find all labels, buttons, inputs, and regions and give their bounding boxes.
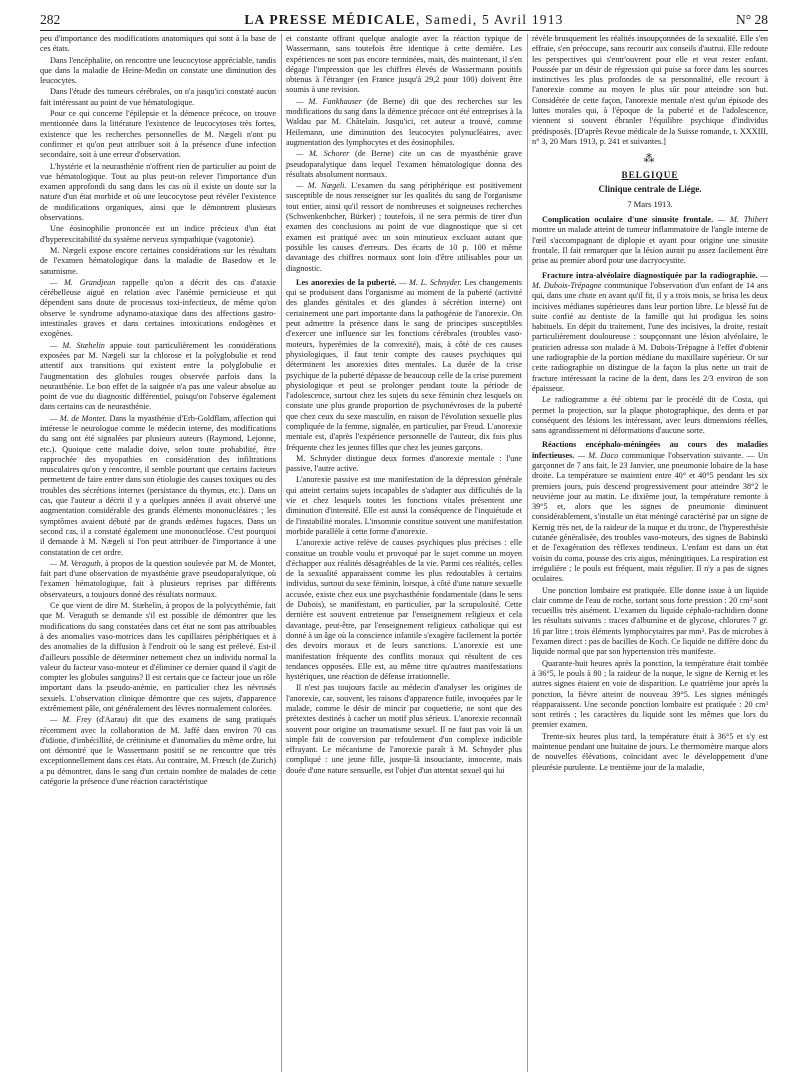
- column-rule: [281, 34, 282, 1072]
- paragraph: [532, 440, 768, 584]
- journal-page: [40, 10, 768, 1072]
- paragraph: [40, 559, 276, 600]
- paragraph-text: L'examen du sang périphérique est positivement susceptible de nous renseigner sur les qualités du sang de l'organisme tout entier, ainsi qu'il ressort de nombreuses et soigneuses recherches (Schwenkenbcher, Bürker) ; toutefois, il ne sera permis de tirer d'un examen des conclusions au point de vue diagnostique que si cet examen est pratiqué avec un soin minutieux excluant autant que possible les causes d'erreurs. Des écarts de 10 p. 100 et même davantage des chiffres normaux sont loin d'être utilisables pour un diagnostic.: [286, 181, 522, 273]
- paragraph: [286, 149, 522, 180]
- paragraph-text: communique l'observation d'un enfant de 14 ans qui, dans une chute en avant qu'il fit, il y a trois mois, se brisa les deux incisives médianes supérieures dans leur portion libre. Le blessé fut de suite confié au dentiste de la famille qui lui prodigua les soins habituels. En dépit du traitement, l'une des incisives, la droite, restait particulièrement douloureuse : soupçonnant une lésion alvéolaire, le praticien adressa son malade à M. Dubois-Trépagne à l'effet d'obtenir une radiographie de la portion médiane du maxillaire supérieur. Or sur cette radiographie on distingue de la façon la plus nette un trait de fracture intéressant la racine de la dent, dans les 2/3 environ de son épaisseur.: [532, 280, 768, 393]
- article-title: Les anorexies de la puberté.: [296, 277, 397, 287]
- paragraph: Dans l'étude des tumeurs cérébrales, on n'a jusqu'ici constaté aucun fait intéressant au point de vue hématologique.: [40, 87, 276, 107]
- article-title: Complication oculaire d'une sinusite frontale.: [542, 215, 714, 225]
- article-title: Réactions encéphalo-méningées au cours des maladies infectieuses.: [532, 440, 768, 460]
- issue-number: N° 28: [735, 12, 768, 27]
- paragraph-text: montre un malade atteint de tumeur inflammatoire de l'angle interne de l'œil s'accompagnant de diplopie et ayant pour origine une sinusite frontale. Il fait remarquer que la lésion aurait pu assez facilement être prise au premier abord pour une dacryocystite.: [532, 225, 768, 266]
- issue-date: Samedi, 5 Avril 1913: [425, 12, 564, 27]
- journal-title: LA PRESSE MÉDICALE: [244, 12, 416, 27]
- paragraph-text: (de Berne) cite un cas de myasthénie grave pseudoparalytique dans lequel l'examen hématologique donna des résultats absolument normaux.: [286, 149, 522, 179]
- article-title: Fracture intra-alvéolaire diagnostiquée par la radiographie.: [542, 270, 758, 280]
- paragraph: [40, 715, 276, 787]
- column-rule: [527, 34, 528, 1072]
- paragraph: L'anorexie active relève de causes psychiques plus précises : elle constitue un trouble voulu et provoqué par le sujet comme un moyen d'échapper aux réalités désagréables de la vie. Parmi ces réalités, celles de la sexualité apparaissent comme les plus redoutables à certains individus, surtout du sexe féminin, lorsque, à côté d'une nature sexuelle accusée, existe chez eux une psychasthénie fondamentale (dans le sens de Dubois), se manifestant, en particulier, par la scrupulosité. Cette dernière est souvent entretenue par l'enseignement religieux et cela davantage, peut-être, par l'enseignement religieux catholique qui est donné à un âge où la conscience infantile s'exagère facilement la portée des devoirs moraux et de leurs sanctions. L'anorexie est une manifestation fréquente des conflits moraux qui résultent de ces tendances opposées. Elle est, au même titre qu'autres manifestations hystériques, une réaction de défense irrationnelle.: [286, 538, 522, 682]
- speaker-name: — M. Veraguth,: [50, 558, 103, 568]
- speaker-name: — M. Frey: [50, 715, 92, 725]
- society-name: Clinique centrale de Liége.: [598, 183, 702, 194]
- speaker-name: — M. Nægeli.: [296, 181, 347, 191]
- paragraph: L'hystérie et la neurasthénie n'offrent rien de particulier au point de vue hématologique. Tout au plus peut-on relever l'importance d'un examen approfondi du sang dans les cas où il existe un doute sur la nature d'un état morbide et où une leucocytose peut révéler l'existence de modifications organiques, ainsi que le démontrent plusieurs observations.: [40, 161, 276, 223]
- paragraph: L'anorexie passive est une manifestation de la dépression générale qui atteint certains sujets incapables de s'adapter aux difficultés de la vie et chez lesquels toutes les fonctions vitales présentent une diminution d'intensité. Elle est aussi la conséquence de l'inquiétude et de l'instabilité morales. L'insomnie constitue souvent une manifestation morbide parallèle à cette forme d'anorexie.: [286, 475, 522, 536]
- paragraph: M. Schnyder distingue deux formes d'anorexie mentale : l'une passive, l'autre active.: [286, 453, 522, 474]
- paragraph-text: rappelle qu'on a décrit des cas d'ataxie cérébelleuse aiguë en relation avec l'anémie pernicieuse et qui dépendent sans doute de processus toxi-infectieux, de même qu'on observe le syndrome adynamo-ataxique dans des affections gastro-intestinales graves et dans certaines intoxications endogènes et exogènes.: [40, 277, 276, 339]
- paragraph: révèle brusquement les réalités insoupçonnées de la sexualité. Elle s'en effraie, s'en préoccupe, sans recourir aux conseils d'autrui. Elle redoute les perspectives qui s'entr'ouvrent pour elle et veut rester enfant. Poussée par un désir de régression qui puise sa force dans les sources instinctives les plus profondes de sa personnalité, elle recourt à l'anorexie comme au moyen le plus sûr pour atteindre son but. Considérée de cette façon, l'anorexie mentale n'est qu'un épisode des luttes morales qui, à l'époque de la puberté et de l'adolescence, viennent si souvent ébranler l'équilibre psychique d'individus prédisposés. [D'après Revue médicale de la Suisse romande, t. XXXIII, n° 3, 20 Mars 1913, p. 241 et suivantes.]: [532, 34, 768, 146]
- paragraph: [40, 341, 276, 413]
- paragraph: Une ponction lombaire est pratiquée. Elle donne issue à un liquide clair comme de l'eau de roche, sortant sous forte pression : 20 cm³ sont recueillis très aisément. L'examen du liquide céphalo-rachidien donne les résultats suivants : traces d'albumine et de glycose, chlorures 7 gr. 16 par litre ; trois éléments lymphocytaires par mm³. Pas de microbes à l'examen direct : pas de bacilles de Koch. Ce liquide ne diffère donc du liquide normal que par son hypertension très manifeste.: [532, 585, 768, 657]
- text-columns: [40, 34, 768, 1072]
- speaker-name: — M. Thibert: [713, 215, 768, 225]
- paragraph: [532, 271, 768, 395]
- speaker-name: — M. Grandjean: [50, 277, 116, 287]
- speaker-name: — M. L. Schnyder.: [396, 277, 462, 287]
- session-date: 7 Mars 1913.: [627, 198, 673, 209]
- paragraph: M. Nægeli expose encore certaines considérations sur les résultats de l'examen hématologique dans la maladie de Basedow et le saturnisme.: [40, 245, 276, 276]
- paragraph-text: appuie tout particulièrement les considérations exposées par M. Nægeli sur la chlorose et la polyglobulie et rend attentif aux transitions qui existent entre la polyglobulie et l'augmentation des globules rouges observée parfois dans la neurasthénie. Le bon effet de la saignée n'a pas une valeur absolue au point de vue du diagnostic différentiel, puisqu'on l'observe également dans certains cas de neurasthénie.: [40, 340, 276, 412]
- paragraph: et constante offrant quelque analogie avec la réaction typique de Wassermann, sans toutefois être identique à cette dernière. Les expériences ne sont pas encore terminées, mais, dès maintenant, il s'en dégage l'impression que les chiffres élevés de Wassermann positifs obtenus à l'étranger (en France jusqu'à 29,2 pour 100) doivent être soumis à une revision.: [286, 34, 522, 95]
- speaker-name: — M. Dubois-Trépagne: [532, 270, 768, 290]
- paragraph-text: communique l'observation suivante. — Un garçonnet de 7 ans fait, le 23 Janvier, une pneumonie lobaire de la base droite. La température se maintient entre 40° et 40°5 pendant les six premiers jours, puis descend progressivement pour atteindre 38°2 le neuvième jour au matin. Le dixième jour, la température remonte à 39°5 et, alors que les signes de pneumonie diminuent considérablement, s'installe un état méningé caractérisé par un signe de Kernig très net, de la raideur de la nuque et du tronc, de l'hyperesthésie cutanée généralisée, des troubles vaso-moteurs, des signes de Babinski et de l'exagération des réflexes tendineux. L'enfant est dans un état voisin du coma, pousse des cris aigus, méningitiques. La respiration est irrégulière ; le pouls est fréquent, mais régulier. Il n'y a pas de signes oculaires.: [532, 450, 768, 584]
- page-header: [40, 10, 768, 31]
- paragraph: peu d'importance des modifications anatomiques qui sont à la base de ces états.: [40, 34, 276, 54]
- speaker-name: — M. Schorer: [296, 149, 350, 159]
- column-left: [40, 34, 276, 1072]
- paragraph: [286, 97, 522, 148]
- paragraph: [40, 414, 276, 558]
- paragraph: [532, 215, 768, 266]
- column-right: [532, 34, 768, 1072]
- paragraph: [40, 278, 276, 340]
- paragraph-text: Les changements qui se produisent dans l'organisme au moment de la puberté (activité des glandes génitales et des glandes à sécrétion interne) ont certainement une part importante dans la pathogénie de l'anorexie. On peut admettre la présence dans le sang de principes susceptibles d'exercer une influence sur les fonctions cérébrales (troubles vaso-moteurs, hyperémies de la convexité), mais, à côté de ces causes physiologiques, il faut tenir compte des causes psychiques qui déterminent les anorexies dites mentales. La durée de la crise psychique de la puberté dépasse de beaucoup celle de la crise purement physiologique et peut se prolonger pendant toute la période de l'adolescence, surtout chez les sujets du sexe féminin chez lesquels on constate une plus grande proportion de psychonévroses de la puberté que chez ceux du sexe masculin, en raison de l'évolution sexuelle plus compliquée de la femme, signalée, en particulier, par Freud. L'anorexie mentale est, d'après l'expérience personnelle de l'auteur, dix fois plus fréquente chez les jeunes filles que chez les jeunes garçons.: [286, 277, 522, 452]
- speaker-name: — M. Daco: [574, 450, 619, 460]
- speaker-name: — M. de Montet.: [50, 413, 107, 423]
- paragraph: Quarante-huit heures après la ponction, la température était tombée à 36°5, le pouls à 80 ; la raideur de la nuque, le signe de Kernig et les autres signes étaient en voie de disparition. Le quatrième jour après la ponction, la fièvre atteint de nouveau 39°5. Les signes méningés réapparaissent. Une seconde ponction lombaire est pratiquée : 20 cm³ sont retirés ; les caractères du liquide sont les mêmes que lors du premier examen.: [532, 658, 768, 730]
- paragraph: Dans l'encéphalite, on rencontre une leucocytose appréciable, tandis que dans la maladie de Heine-Medin on constate une diminution des leucocytes.: [40, 55, 276, 86]
- section-heading: BELGIQUE: [621, 170, 679, 181]
- paragraph: Trente-six heures plus tard, la température était à 36°5 et s'y est maintenue pendant une huitaine de jours. Le thermomètre marque alors de nouvelles élévations, coïncidant avec le développement d'une pleurésie purulente. Le trentième jour de la maladie,: [532, 731, 768, 772]
- column-middle: [286, 34, 522, 1072]
- paragraph: [286, 278, 522, 453]
- speaker-name: — M. Fankhauser: [296, 96, 362, 106]
- page-number: 282: [40, 12, 61, 27]
- paragraph-text: Dans la myasthénie d'Erb-Goldflam, affection qui intéresse le neurologue comme le médecin interne, des modifications du sang ont été signalées par plusieurs auteurs (Raymond, Lejonne, etc.). Quoique cette maladie doive, selon toute probabilité, être rapprochée des myopathies en considération des infiltrations musculaires qu'on y rencontre, il semble pourtant que certains facteurs permettent de faire entrer dans son étiologie des causes toxiques ou des troubles des sécrétions internes (persistance du thymus, etc.). Dans un cas, que l'auteur a décrit il y a quelques années il avait observé une augmentation considérable des grands éléments mononucléaires ; les symptômes avaient débuté par de grands œdèmes fugaces. Dans un second cas, il a constaté également une mononucléose. C'est pourquoi il demande à M. Nægeli si l'on peut attribuer de l'importance à une constatation de cet ordre.: [40, 413, 276, 557]
- running-title: LA PRESSE MÉDICALE, Samedi, 5 Avril 1913: [244, 12, 564, 27]
- asterism-ornament: ⁂: [643, 153, 657, 166]
- paragraph: [286, 181, 522, 274]
- paragraph: Il n'est pas toujours facile au médecin d'analyser les origines de l'anorexie, car, souvent, les raisons d'apparence futile, invoquées par le malade, comme le désir de mincir par coquetterie, ne sont que des prétextes destinés à cacher un motif plus sérieux. L'anorexie reconnaît souvent pour origine un traumatisme sexuel. Il ne faut pas voir là un simple fait de conversion par refoulement d'un complexe indicible effrayant. Le mécanisme de l'anorexie paraît à M. Schnyder plus compliqué : une jeune fille, jusque-là insouciante, innocente, mais douée d'une nature sensuelle, est l'objet d'un attentat sexuel qui lui: [286, 683, 522, 775]
- paragraph: Pour ce qui concerne l'épilepsie et la démence précoce, on trouve mentionnée dans la littérature l'existence de leucocytoses très fortes, existence que les recherches personnelles de M. Nægeli n'ont pu confirmer et qu'on peut attribuer soit à la présence d'une infection secondaire, soit à une erreur d'observation.: [40, 109, 276, 160]
- paragraph-text: (de Berne) dit que des recherches sur les modifications du sang dans la démence précoce ont été entreprises à la Waldau par M. Châtelain. Jusqu'ici, cet auteur a trouvé, comme Heilemann, une diminution des leucocytes polynucléaires, avec augmentation des lymphocytes et des éosinophiles.: [286, 96, 522, 147]
- speaker-name: — M. Stæhelin: [50, 340, 105, 350]
- paragraph-text: à propos de la question soulevée par M. de Montet, fait part d'une observation de myasthénie grave pseudoparalytique, où l'examen hématologique, fait à plusieurs reprises par différents observateurs, a toujours donné des résultats normaux.: [40, 558, 276, 599]
- paragraph: Une éosinophilie prononcée est un indice précieux d'un état d'hyperexcitabilité du système nerveux sympathique (vagotonie).: [40, 224, 276, 244]
- paragraph: Ce que vient de dire M. Stæhelin, à propos de la polycythémie, fait que M. Veraguth se demande s'il est possible de démontrer que les modifications du sang constatées dans cet état ne sont pas attribuables à des anomalies vaso-motrices dans les capillaires périphériques et à des anomalies de la diffusion à l'endroit où le sang est prélevé. Est-il d'ailleurs possible de déterminer nettement chez un individu normal la valeur du facteur vaso-moteur et d'éliminer ce dernier quand il s'agit de compter les globules sanguins? Il est certain que ce facteur joue un rôle important dans la pseudo-anémie, en particulier chez les névrosés sexuels. L'observation clinique démontre que ces sujets, d'apparence extrêmement pâle, ont généralement des lèvres normalement colorées.: [40, 601, 276, 713]
- paragraph: Le radiogramme a été obtenu par le procédé dit de Costa, qui permet la projection, sur la plaque photographique, des dents et par conséquent des lésions les intéressant, avec leurs dimensions réelles, sans agrandissement ni déformations d'aucune sorte.: [532, 395, 768, 436]
- paragraph-text: (d'Aarau) dit que des examens de sang pratiqués récemment avec la collaboration de M. Jaffé dans environ 70 cas d'idiotie, d'imbécillité, de crétinisme et d'anomalies du même ordre, lui ont démontré que le Wassermann positif se ne rencontre que très exceptionnellement dans ces états. Au contraire, M. Frœsch (de Zurich) a pu démontrer, dans le sang d'un certain nombre de malades de cette catégorie la présence d'une réaction caractéristique: [40, 715, 276, 787]
